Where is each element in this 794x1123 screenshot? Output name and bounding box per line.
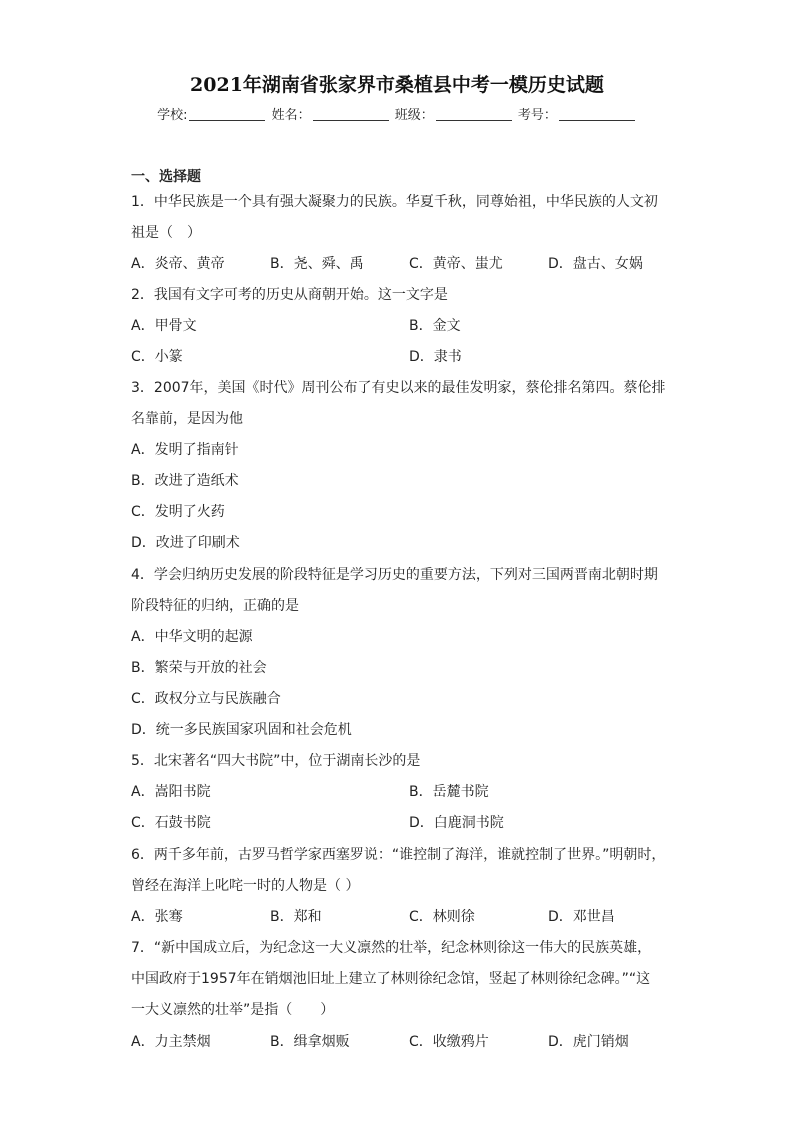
question-1-option-c[interactable]: C．黄帝、蚩尤: [409, 256, 503, 272]
question-2-option-c[interactable]: C．小篆: [131, 349, 183, 365]
question-6-option-b[interactable]: B．郑和: [270, 909, 322, 925]
question-6-line-2: 曾经在海洋上叱咤一时的人物是（ ）: [131, 878, 360, 894]
question-6-line-1: 6．两千多年前，古罗马哲学家西塞罗说：“谁控制了海洋，谁就控制了世界。”明朝时，: [131, 847, 666, 863]
question-4-option-c[interactable]: C．政权分立与民族融合: [131, 691, 281, 707]
question-5-option-a[interactable]: A．嵩阳书院: [131, 784, 211, 800]
question-4-line-1: 4．学会归纳历史发展的阶段特征是学习历史的重要方法，下列对三国两晋南北朝时期: [131, 567, 658, 583]
class-blank[interactable]: [436, 108, 512, 121]
question-3-line-2: 名靠前，是因为他: [131, 411, 243, 427]
question-6-option-d[interactable]: D．邓世昌: [548, 909, 615, 925]
question-5-line-1: 5．北宋著名“四大书院”中，位于湖南长沙的是: [131, 753, 421, 769]
question-1-option-d[interactable]: D．盘古、女娲: [548, 256, 643, 272]
question-2-option-d[interactable]: D．隶书: [409, 349, 462, 365]
question-6-option-c[interactable]: C．林则徐: [409, 909, 475, 925]
question-6-option-a[interactable]: A．张骞: [131, 909, 183, 925]
question-7-option-b[interactable]: B．缉拿烟贩: [270, 1034, 350, 1050]
question-7-line-3: 一大义凛然的壮举”是指（ ）: [131, 1002, 335, 1018]
exam-no-label: 考号：: [517, 108, 557, 123]
question-7-option-a[interactable]: A．力主禁烟: [131, 1034, 211, 1050]
question-3-option-a[interactable]: A．发明了指南针: [131, 442, 239, 458]
name-blank[interactable]: [313, 108, 389, 121]
question-4-option-b[interactable]: B．繁荣与开放的社会: [131, 660, 267, 676]
question-3-option-c[interactable]: C．发明了火药: [131, 504, 225, 520]
question-4-option-d[interactable]: D．统一多民族国家巩固和社会危机: [131, 722, 352, 738]
question-7-option-d[interactable]: D．虎门销烟: [548, 1034, 629, 1050]
question-3-option-d[interactable]: D．改进了印刷术: [131, 535, 240, 551]
question-1-option-a[interactable]: A．炎帝、黄帝: [131, 256, 225, 272]
question-5-option-d[interactable]: D．白鹿洞书院: [409, 815, 504, 831]
question-3-line-1: 3．2007年，美国《时代》周刊公布了有史以来的最佳发明家，蔡伦排名第四。蔡伦排: [131, 380, 666, 396]
question-3-option-b[interactable]: B．改进了造纸术: [131, 473, 239, 489]
question-2-option-a[interactable]: A．甲骨文: [131, 318, 197, 334]
exam-no-blank[interactable]: [559, 108, 635, 121]
section-title: 一、选择题: [131, 169, 201, 185]
page-title: 2021年湖南省张家界市桑植县中考一模历史试题: [190, 74, 604, 96]
question-1-option-b[interactable]: B．尧、舜、禹: [270, 256, 364, 272]
question-5-option-c[interactable]: C．石鼓书院: [131, 815, 211, 831]
student-info-line: [0, 104, 794, 123]
question-2-line-1: 2．我国有文字可考的历史从商朝开始。这一文字是: [131, 287, 448, 303]
question-5-option-b[interactable]: B．岳麓书院: [409, 784, 489, 800]
question-7-line-2: 中国政府于1957年在销烟池旧址上建立了林则徐纪念馆，竖起了林则徐纪念碑。”“这: [131, 971, 651, 987]
question-4-option-a[interactable]: A．中华文明的起源: [131, 629, 253, 645]
question-1-line-1: 1．中华民族是一个具有强大凝聚力的民族。华夏千秋，同尊始祖，中华民族的人文初: [131, 194, 658, 210]
question-4-line-2: 阶段特征的归纳，正确的是: [131, 598, 299, 614]
school-label: 学校:: [157, 108, 188, 123]
question-7-option-c[interactable]: C．收缴鸦片: [409, 1034, 489, 1050]
question-7-line-1: 7．“新中国成立后，为纪念这一大义凛然的壮举，纪念林则徐这一伟大的民族英雄，: [131, 940, 652, 956]
question-1-line-2: 祖是（ ）: [131, 225, 201, 241]
question-2-option-b[interactable]: B．金文: [409, 318, 461, 334]
name-label: 姓名：: [271, 108, 311, 123]
class-label: 班级：: [394, 108, 434, 123]
school-blank[interactable]: [189, 108, 265, 121]
